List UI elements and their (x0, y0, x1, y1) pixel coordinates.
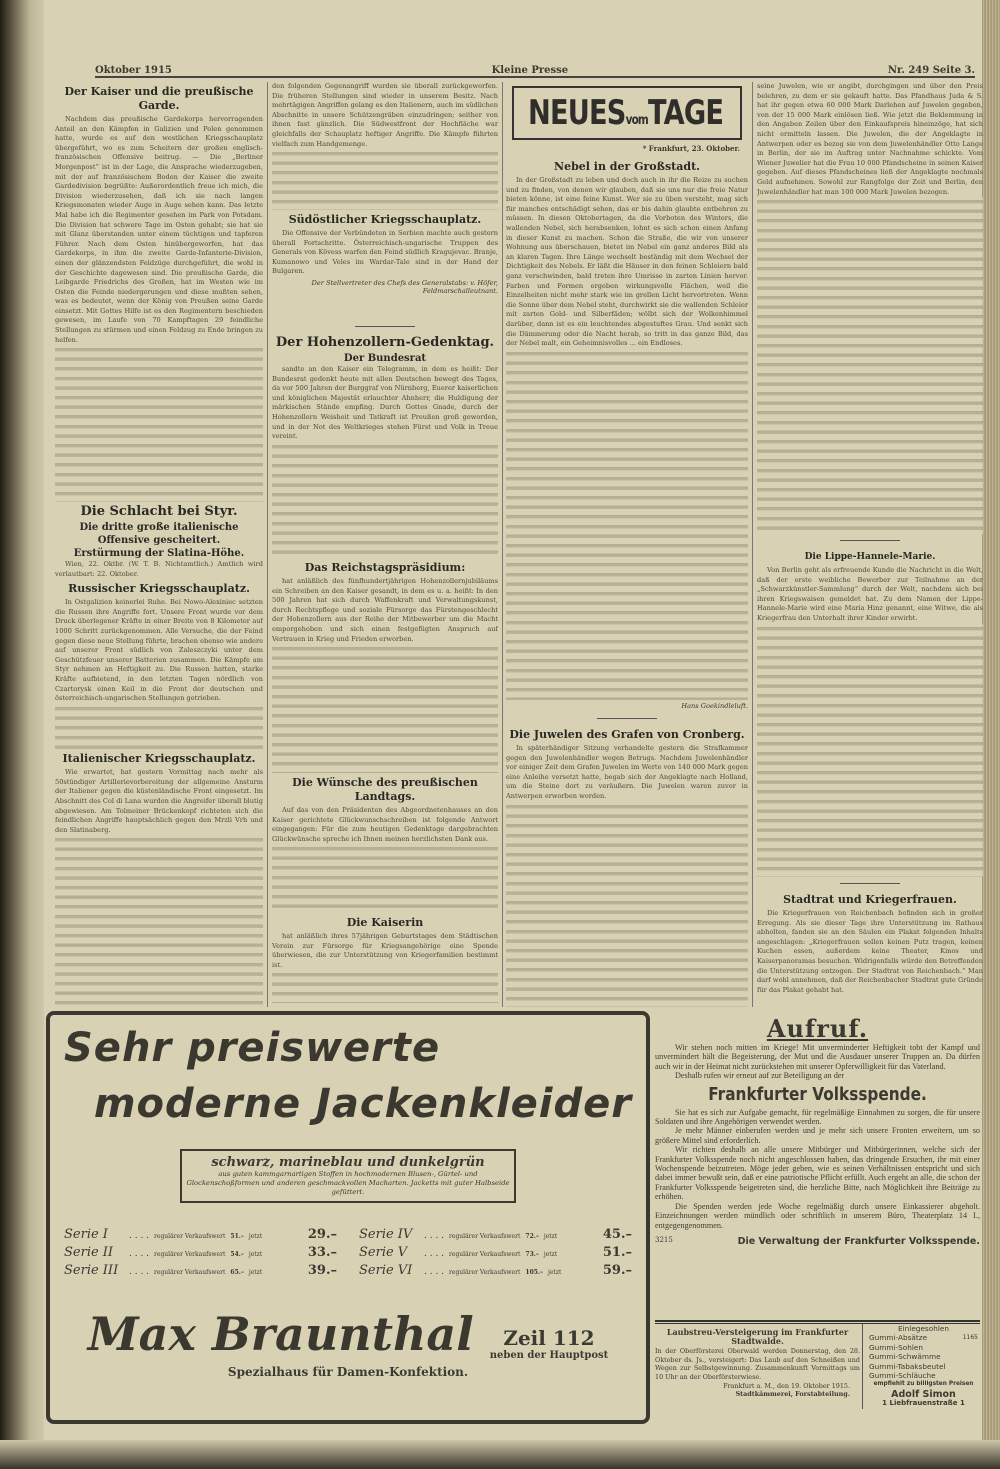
masthead-date: Oktober 1915 (95, 65, 172, 76)
advertisement-braunthal (46, 1011, 650, 1424)
article-continuation (272, 82, 498, 210)
aufruf-paragraph: Wir stehen noch mitten im Kriege! Mit unverminderter Heftigkeit tobt der Kampf und unvermindert hält die Begeisterung, der Mut und die Ausdauer unserer Truppen an. Da dürfen auch wir in der Heimat nicht zurückstehen mit unserer Opferwilligkeit für das Vaterland. (655, 1043, 980, 1071)
regular-price: 72.– (525, 1233, 539, 1240)
series-name: Serie IV (359, 1227, 413, 1242)
article-italienischer-kriegsschauplatz (55, 749, 263, 1007)
ad-item: Gummi-Schwämme (869, 1352, 941, 1362)
price-row: Serie V . . . . regulärer Verkaufswert 73.– jetzt 51.– (359, 1245, 632, 1263)
regular-price: 51.– (230, 1233, 244, 1240)
ad-description: aus guten kammgarnartigen Stoffen in hochmodernen Blusen-, Gürtel- und Glockenschoßformen und anderen geschmackvollen Macharten. Jacketts mit guter Halbseide gefüttert. (186, 1170, 510, 1196)
brand-name: Max Braunthal (87, 1307, 474, 1361)
regular-price: 105.– (525, 1269, 544, 1276)
column-3 (506, 82, 748, 1007)
article-title: Stadtrat und Kriegerfrauen. (783, 893, 957, 906)
neues-vom-tage-logo: NEUESvomTAGE (512, 86, 742, 140)
ad-item: Gummi-Tabaksbeutel (869, 1361, 946, 1371)
page-shadow (0, 1440, 1000, 1469)
aufruf-organization: Frankfurter Volksspende. (708, 1083, 927, 1105)
price-row: Serie VI . . . . regulärer Verkaufswert 105.– jetzt 59.– (359, 1263, 632, 1281)
regular-label: regulärer Verkaufswert (154, 1269, 226, 1276)
notice-signature: Stadtkämmerei, Forstabteilung. (735, 1390, 850, 1399)
brand-tagline: Spezialhaus für Damen-Konfektion. (227, 1365, 469, 1379)
masthead-issue: Nr. 249 Seite 3. (887, 65, 975, 76)
laubstreu-notice (655, 1328, 860, 1399)
ad-headline-2: moderne Jackenkleider (93, 1081, 632, 1127)
article-body: In späterhändiger Sitzung verhandelte gestern die Strafkammer gegen den Juwelenhändler wegen Betrugs. Nachdem Juwelenhändler vor einiger Zeit dem Grafen Juwelen im Werte von 140 000 Mark gegen eine Anleihe versetzt hatte, begab sich der Angeklagte nach Holland, um die Steine dort zu veräußern. Die Juwelen waren zuvor in Antwerpen erworben worden. (506, 744, 748, 800)
article-body: Von Berlin geht als erfreuende Kunde die Nachricht in die Welt, daß der erste weibliche Bewerber zur Teilnahme an der „Schwarzkünstler-Sammlung“ durch der Welt, nachdem sich bei ihren Kriegswaisen gemeldet hat. Zu dem Namen der Lippe-Hannele-Marie wird eine Maria Hinz genannt, eine Witwe, die als Kriegerfrau den Unterhalt ihrer Kinder erwirbt. (757, 566, 983, 622)
article-body: den folgenden Gegenangriff wurden sie überall zurückgeworfen. Die früheren Stellungen sind wieder in unserem Besitz. Nach mehrtägigen Angriffen gelang es den Italienern, auch im südlichen Abschnitte in unsere Schützengräben einzudringen; seither von ihnen fast gänzlich. Die Südwestfront der Hochfläche war gleichfalls der Schauplatz heftiger Angriffe. Die Kämpfe führten vielfach zum Handgemenge. (272, 82, 498, 148)
article-body: Nachdem das preußische Gardekorps hervorragenden Anteil an den Kämpfen in Galizien und Polen genommen hatte, wurde es auf den westlichen Kriegsschauplatz übergeführt, wo es zum Scheitern der großen englisch-französischen Offensive beitrug. — Die „Berliner Morgenpost“ ist in der Lage, die Ansprache wiederzugeben, mit der auf französischem Boden der Kaiser die zweite Gardedivision begrüßte: Außerordentlich freue ich mich, die Division wiederzusehen, daß ich sie nach langen Kriegsmonaten wieder Auge in Auge sehen kann. Das letzte Mal habe ich die Regimenter gesehen im Park von Potsdam. Die Division hat schwere Tage im Osten gehabt; sie hat sie mit Glanz überstanden unter einem tüchtigen und tapferen Führer. Nach dem Osten hinübergeworfen, hat das Gardekorps, in ihm die zweite Garde-Infanterie-Division, einen der glänzendsten Feldzüge durchgeführt, die wohl in der Geschichte dagewesen sind. Die preußische Garde, die Leibgarde Friedrichs des Großen, hat im Westen wie im Osten die Feinde niedergerungen und diese mußten sehen, was es bedeutet, wenn der König von Preußen seine Garde einsetzt. Mit Gottes Hilfe ist es den Regimentern beschieden gewesen, im Laufe von 70 Kampftagen 29 feindliche Stellungen zu stürmen und einen Feldzug zu Ende bringen zu helfen. (55, 115, 263, 344)
regular-price: 65.– (230, 1269, 244, 1276)
rubber-goods-ad (862, 1324, 978, 1409)
ad-colors: schwarz, marineblau und dunkelgrün (211, 1155, 485, 1170)
ad-item: Gummi-Sohlen (869, 1342, 924, 1352)
article-body: Die Offensive der Verbündeten in Serbien machte auch gestern überall Fortschritte. Österreichisch-ungarische Truppen des Generals von Kövess warfen den Feind südlich Kragujevac. Branje, Kumanowo und Veles im Wardar-Tale sind in der Hand der Bulgaren. (272, 229, 498, 276)
aufruf-signature: Die Verwaltung der Frankfurter Volksspende. (737, 1235, 980, 1247)
ad-item: Gummi-Schläuche (869, 1371, 936, 1381)
regular-label: regulärer Verkaufswert (449, 1269, 521, 1276)
article-body: hat anläßlich ihres 57jährigen Geburtstages dem Städtischen Verein zur Fürsorge für Kriegsangehörige eine Spende überwiesen, die zur Unterstützung von Kriegerfamilien bestimmt ist. (272, 932, 498, 969)
regular-label: regulärer Verkaufswert (449, 1251, 521, 1258)
article-body: seine Juwelen, wie er angibt, durchgingen und über den Preis belehren, zu dem er sie gekauft hatte. Das Pfandhaus Juda & S. hat ihr gegen etwa 60 000 Mark Darlehen auf Juwelen gegeben, von der 15 000 Mark einlösen ließ. Wie jetzt die Beklemmung in den Angaben Zeilen über den Einkaufspreis hineinzöge, hat sich nicht ermitteln lassen. Die Juwelen, die der Angeklagte in Antwerpen oder es bezog sie von dem Juwelenhändler Otto Lange in Berlin, der sie im Auftrag unter Nachnahme schickte. Vom Wiener Juwelier hat die Frau 10 000 Pfandscheine in seinen Kaiser gegeben. Auf dieses Pfandscheines ließ der Angeklagte nochmals Geld aufnehmen. Sowohl zur Rangfolge der Zeit und Berlin, den Juwelenhändler hat man 100 000 Mark Juwelen bezogen. (757, 82, 983, 196)
article-suedoestlicher-kriegsschauplatz (272, 210, 498, 320)
article-subtitle: Der Bundesrat (343, 353, 427, 364)
article-dateline: Wien, 22. Oktbr. (W. T. B. Nichtamtlich.) Amtlich wird verlautbart: 22. Oktober. (55, 560, 263, 578)
article-title: Die Wünsche des preußischen Landtags. (292, 776, 478, 803)
dateline: * Frankfurt, 23. Oktober. (642, 144, 740, 153)
now-label: jetzt (248, 1269, 263, 1276)
article-title: Die Kaiserin (346, 916, 424, 929)
aufruf-paragraph: Sie hat es sich zur Aufgabe gemacht, für regelmäßige Einnahmen zu sorgen, die für unsere Soldaten und ihre Angehörigen verwendet werden. (655, 1107, 980, 1127)
article-kaiser-garde (55, 82, 263, 502)
ad-brand (64, 1307, 632, 1361)
series-name: Serie V (359, 1245, 408, 1260)
regular-price: 54.– (230, 1251, 244, 1258)
notice-date: Frankfurt a. M., den 19. Oktober 1915. (723, 1381, 850, 1390)
ad-description-box (180, 1149, 516, 1203)
price-list (64, 1227, 632, 1281)
now-label: jetzt (248, 1233, 263, 1240)
article-stadtrat-kriegerfrauen (757, 890, 983, 1007)
now-label: jetzt (543, 1233, 558, 1240)
article-title: Das Reichstagspräsidium: (304, 561, 466, 574)
ad-item: Gummi-Absätze (869, 1333, 928, 1343)
article-hohenzollern-gedenktag (272, 333, 498, 558)
brand-address: Zeil 112 (503, 1326, 595, 1350)
now-label: jetzt (248, 1251, 263, 1258)
article-body: In Ostgalizien keinerlei Ruhe. Bei Nowo-Alexiniec setzten die Russen ihre Angriffe fort. Unsere Front wurde vor dem Druck überlegener Kräfte in einer Breite von 8 Kilometer auf 1000 Schritt zurückgenommen. Alle Versuche, die der Feind gegen diese neue Stellung führte, brachen ebenso wie andere auf unserer Front südlich von Zaleszczyki unter dem Geschützfeuer unserer Batterien zusammen. Die Kämpfe am Styr nehmen an Heftigkeit zu. Die Russen hatten, starke Kräfte aufbietend, in den letzten Tagen nördlich von Czartorysk einen Keil in die Front der deutschen und österreichisch-ungarischen Stellungen getrieben. (55, 598, 263, 703)
ad-code: 1165 (962, 1334, 978, 1342)
aufruf-title: Aufruf. (766, 1014, 869, 1043)
aufruf-paragraph: Je mehr Männer einberufen werden und je mehr sich unsere Fronten erweitern, um so größere Mittel sind erforderlich. (655, 1126, 980, 1145)
book-binding (0, 0, 44, 1469)
sale-price: 51.– (602, 1245, 632, 1260)
series-name: Serie III (64, 1263, 119, 1278)
regular-label: regulärer Verkaufswert (154, 1233, 226, 1240)
article-subtitle: Die dritte große italienische Offensive gescheitert. (79, 522, 239, 546)
article-title: Russischer Kriegsschauplatz. (68, 582, 250, 596)
page-edge (982, 0, 1000, 1469)
article-title: Der Kaiser und die preußische Garde. (64, 85, 254, 112)
aufruf-paragraph: Wir richten deshalb an alle unsere Mitbürger und Mitbürgerinnen, welche sich der Frankfurter Volksspende noch nicht angeschlossen haben, das dringende Ersuchen, ihr mit einer Wochenspende beizutreten. Möge jeder geben, wie es seinen Verhältnissen entspricht und sich dabei immer bewußt sein, daß er eine patriotische Pflicht erfüllt. Auch ergeht an alle, die schon der Frankfurter Volksspende beigetreten sind, die herzliche Bitte, nach Möglichkeit ihre Beiträge zu erhöhen. (655, 1145, 980, 1202)
price-row: Serie II . . . . regulärer Verkaufswert 54.– jetzt 33.– (64, 1245, 337, 1263)
article-continuation (757, 82, 983, 534)
article-body: hat anläßlich des fünfhundertjährigen Hohenzollernjubiläums ein Schreiben an den Kaiser gesandt, in dem es u. a. heißt: In den 500 Jahren hat sich durch Waffenkraft und Verwaltungskunst, durch Rechtspflege und soziale Fürsorge das Fürstengeschlecht der Hohenzollern aus der Reihe der Mitbewerber um die Macht emporgehoben und sich einen festgefügten Anspruch auf Vertrauen in Krieg und Frieden erworben. (272, 577, 498, 643)
article-reichstagspraesidium (272, 558, 498, 773)
aufruf-notice (655, 1014, 980, 1247)
article-subtitle: Erstürmung der Slatina-Höhe. (73, 548, 245, 559)
notice-title: Laubstreu-Versteigerung im Frankfurter Stadtwalde. (666, 1327, 849, 1346)
series-name: Serie II (64, 1245, 114, 1260)
article-nebel-grossstadt (506, 157, 748, 712)
article-wuensche-landtag (272, 773, 498, 913)
article-body: Die Kriegerfrauen von Reichenbach befinden sich in großer Erregung. Als sie dieser Tage ihre Unterstützung im Rathaus abholten, fanden sie an den Säulen ein Plakat folgenden Inhalts angeschlagen: „Kriegerfrauen sollen keinen Putz tragen, keinen Kuchen essen, außerdem keine Theater, Kinos und Kaiserpanoramas besuchen. Widrigenfalls würde den Betreffenden die Unterstützung entzogen. Der Stadtrat von Reichenbach.“ Man darf wohl annehmen, daß der Reichenbacher Stadtrat gute Gründe für das Plakat gehabt hat. (757, 909, 983, 994)
aufruf-paragraph: Die Spenden werden jede Woche regelmäßig durch unsere Einkassierer abgeholt. Einzeichnungen werden mündlich oder schriftlich in unserem Büro, Theaterplatz 14 I., entgegengenommen. (655, 1201, 980, 1230)
aufruf-code: 3215 (655, 1235, 673, 1244)
aufruf-paragraph: Deshalb rufen wir erneut auf zur Beteiligung an der (675, 1071, 845, 1081)
sale-price: 33.– (307, 1245, 337, 1260)
article-juwelen-cronberg (506, 725, 748, 1007)
notice-text: In der Oberförsterei Oberwald werden Donnerstag, den 28. Oktober ds. Js., versteigert: Das Laub auf den Schneißen und Wegen zur Selbstgewinnung. Zusammenkunft Vormittags um 10 Uhr an der Oberförsterwiese. (655, 1347, 860, 1381)
article-title: Die Lippe-Hannele-Marie. (804, 552, 936, 562)
ad-merchant: Adolf Simon (891, 1388, 956, 1400)
now-label: jetzt (543, 1251, 558, 1258)
regular-label: regulärer Verkaufswert (449, 1233, 521, 1240)
ad-headline: Sehr preiswerte (64, 1025, 441, 1071)
article-body: Auf das von den Präsidenten des Abgeordnetenhauses an den Kaiser gerichtete Glückwunschschreiben ist folgende Antwort eingegangen: Für die zum heutigen Gedenktage dargebrachten Glückwünsche spreche ich Ihnen meinen herzlichsten Dank aus. (272, 806, 498, 843)
price-row: Serie I . . . . regulärer Verkaufswert 51.– jetzt 29.– (64, 1227, 337, 1245)
article-body: Wie erwartet, hat gestern Vormittag nach mehr als 50stündiger Artillerievorbereitung der allgemeine Ansturm der Italiener gegen die küstenländische Front eingesetzt. Im Abschnitt des Col di Lana wurden die Angreifer überall blutig abgewiesen. Am Tolmeiner Brückenkopf richteten sich die feindlichen Angriffe hauptsächlich gegen den Mrzli Vrh und den Slatinaberg. (55, 768, 263, 834)
masthead (95, 50, 975, 78)
ad-merchant-address: 1 Liebfrauenstraße 1 (882, 1399, 965, 1408)
article-body: In der Großstadt zu leben und doch auch in ihr die Reize zu suchen und zu finden, von denen wir glauben, daß sie uns nur die freie Natur bieten könne, ist eine feine Kunst. Wer sie zu üben versteht, mag sich für manches entschädigt sehen, das er bis dahin glaubte entbehren zu müssen. In diesen Oktobertagen, da die Vorboten des Winters, die wallenden Nebel, sich herabsenken, lohnt es sich schon einen Anfang in dieser Kunst zu machen. Schon die Straße, die wir von unserer Wohnung aus überschauen, bietet im Nebel ein ganz anderes Bild als an klaren Tagen. Ihre Länge wechselt beständig mit dem Wechsel der Dichtigkeit des Nebels. Er läßt die Häuser in den feinen Schleiern bald ganz verschwinden, bald treten ihre Umrisse in zarten Linien hervor. Farben und Formen ergeben wirkungsvolle Flächen, weil die Einzelheiten nicht mehr stark wie im grellen Licht hervortreten. Wenn die Sonne über dem Nebel steht, durchwirkt sie die wallenden Schleier mit zarten Gold- und Silberfäden; wölbt sich der Wolkenhimmel darüber, dann ist es ein leuchtendes abgestuftes Grau. Und senkt sich die Dämmerung oder die Nacht herab, so tritt in das ganze Bild, das der Nebel malt, ein Geheimnisvolles ... ein Endloses. (506, 176, 748, 348)
article-kaiserin (272, 913, 498, 1003)
brand-address-note: neben der Hauptpost (489, 1350, 609, 1361)
column-1 (55, 82, 263, 1007)
series-name: Serie VI (359, 1263, 413, 1278)
column-4 (757, 82, 983, 1007)
article-schlacht-styr (55, 502, 263, 579)
masthead-paper: Kleine Presse (491, 65, 569, 76)
article-title: Italienischer Kriegsschauplatz. (62, 752, 256, 766)
price-row: Serie IV . . . . regulärer Verkaufswert 72.– jetzt 45.– (359, 1227, 632, 1245)
price-row: Serie III . . . . regulärer Verkaufswert 65.– jetzt 39.– (64, 1263, 337, 1281)
regular-label: regulärer Verkaufswert (154, 1251, 226, 1258)
sale-price: 39.– (307, 1263, 337, 1278)
sale-price: 45.– (602, 1227, 632, 1242)
article-signature: Hans Goekindleluft. (681, 702, 748, 710)
series-name: Serie I (64, 1227, 108, 1242)
article-title: Die Juwelen des Grafen von Cronberg. (509, 728, 745, 741)
article-signature: Der Stellvertreter des Chefs des Generalstabs: v. Höfer, Feldmarschalleutnant. (311, 278, 498, 295)
ad-note: empfiehlt zu billigsten Preisen (873, 1381, 974, 1388)
article-body: sandte an den Kaiser ein Telegramm, in dem es heißt: Der Bundesrat gedenkt heute mit allen Deutschen bewegt des Tages, da vor 500 Jahren der Burggraf von Nürnberg, Euerer kaiserlichen und königlichen Majestät erlauchter Ahnherr, die Huldigung der märkischen Stände empfing. Durch Gottes Gnade, durch der Hohenzollern Weisheit und Tatkraft ist Preußen groß geworden, und in der Not des Weltkrieges stehen Fürst und Volk in Treue vereint. (272, 365, 498, 441)
article-title: Südöstlicher Kriegsschauplatz. (288, 213, 482, 226)
article-lippe-hannele-marie (757, 547, 983, 877)
article-title: Der Hohenzollern-Gedenktag. (275, 335, 495, 350)
regular-price: 73.– (525, 1251, 539, 1258)
article-title: Die Schlacht bei Styr. (80, 504, 238, 519)
sale-price: 59.– (602, 1263, 632, 1278)
sale-price: 29.– (307, 1227, 337, 1242)
ad-item: Einlegesohlen (898, 1324, 949, 1333)
column-2 (272, 82, 498, 1007)
now-label: jetzt (548, 1269, 562, 1276)
article-title: Nebel in der Großstadt. (554, 160, 700, 173)
article-russischer-kriegsschauplatz (55, 579, 263, 749)
